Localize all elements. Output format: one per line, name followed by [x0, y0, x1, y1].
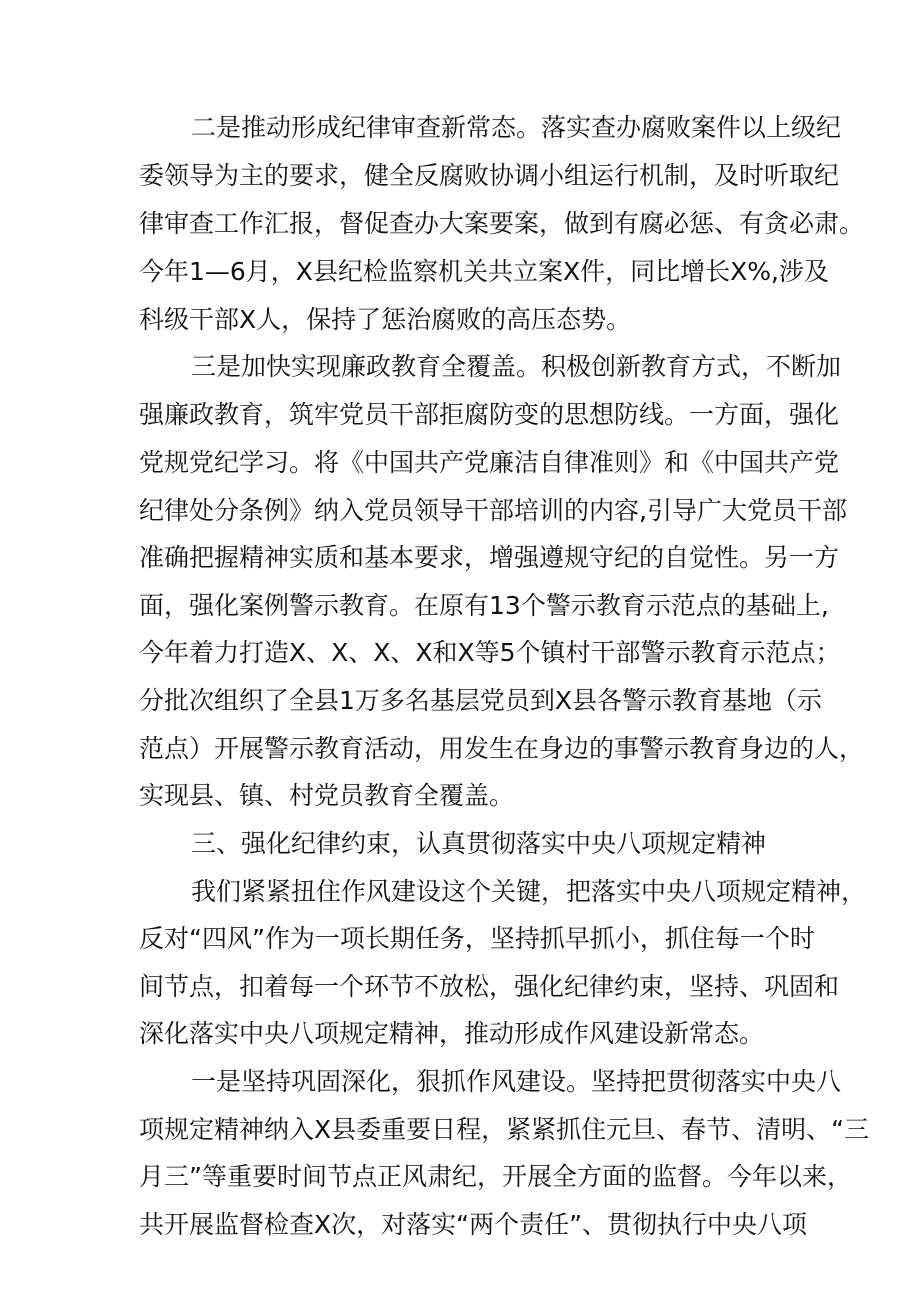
paragraph-line-5: 科级干部X人，保持了惩治腐败的高压态势。	[139, 305, 632, 334]
paragraph-line-8: 党规党纪学习。将《中国共产党廉洁自律准则》和《中国共产党	[139, 448, 840, 477]
paragraph-line-2: 委领导为主的要求，健全反腐败协调小组运行机制，及时听取纪	[139, 161, 840, 190]
paragraph-line-17: 我们紧紧扭住作风建设这个关键，把落实中央八项规定精神，	[191, 877, 867, 906]
paragraph-line-22: 项规定精神纳入X县委重要日程，紧紧抓住元旦、春节、清明、“三	[139, 1115, 870, 1144]
paragraph-line-13: 分批次组织了全县1万多名基层党员到X县各警示教育基地（示	[139, 686, 823, 715]
paragraph-line-15: 实现县、镇、村党员教育全覆盖。	[139, 781, 515, 810]
paragraph-line-19: 间节点，扣着每一个环节不放松，强化纪律约束，坚持、巩固和	[139, 972, 840, 1001]
section-heading: 三、强化纪律约束，认真贯彻落实中央八项规定精神	[191, 829, 767, 858]
paragraph-line-12: 今年着力打造X、X、X、X和X等5个镇村干部警示教育示范点；	[139, 638, 841, 667]
paragraph-line-20: 深化落实中央八项规定精神，推动形成作风建设新常态。	[139, 1019, 765, 1048]
paragraph-line-3: 律审查工作汇报，督促查办大案要案，做到有腐必惩、有贪必肃。	[139, 209, 865, 238]
paragraph-line-21: 一是坚持巩固深化，狠抓作风建设。坚持把贯彻落实中央八	[191, 1067, 842, 1096]
paragraph-line-10: 准确把握精神实质和基本要求，增强遵规守纪的自觉性。另一方	[139, 543, 840, 572]
paragraph-line-24: 共开展监督检查X次，对落实“两个责任”、贯彻执行中央八项	[139, 1210, 808, 1239]
paragraph-line-7: 强廉政教育，筑牢党员干部拒腐防变的思想防线。一方面，强化	[139, 400, 840, 429]
paragraph-line-1: 二是推动形成纪律审查新常态。落实查办腐败案件以上级纪	[191, 113, 842, 142]
paragraph-line-11: 面，强化案例警示教育。在原有13个警示教育示范点的基础上,	[139, 591, 829, 620]
paragraph-line-9: 纪律处分条例》纳入党员领导干部培训的内容,引导广大党员干部	[139, 496, 847, 525]
paragraph-line-18: 反对“四风”作为一项长期任务，坚持抓早抓小，抓住每一个时	[139, 924, 815, 953]
paragraph-line-14: 范点）开展警示教育活动，用发生在身边的事警示教育身边的人，	[139, 734, 865, 763]
paragraph-line-4: 今年1—6月，X县纪检监察机关共立案X件，同比增长X%,涉及	[139, 257, 829, 286]
paragraph-line-6: 三是加快实现廉政教育全覆盖。积极创新教育方式，不断加	[191, 352, 842, 381]
paragraph-line-23: 月三”等重要时间节点正风肃纪，开展全方面的监督。今年以来，	[139, 1162, 852, 1191]
